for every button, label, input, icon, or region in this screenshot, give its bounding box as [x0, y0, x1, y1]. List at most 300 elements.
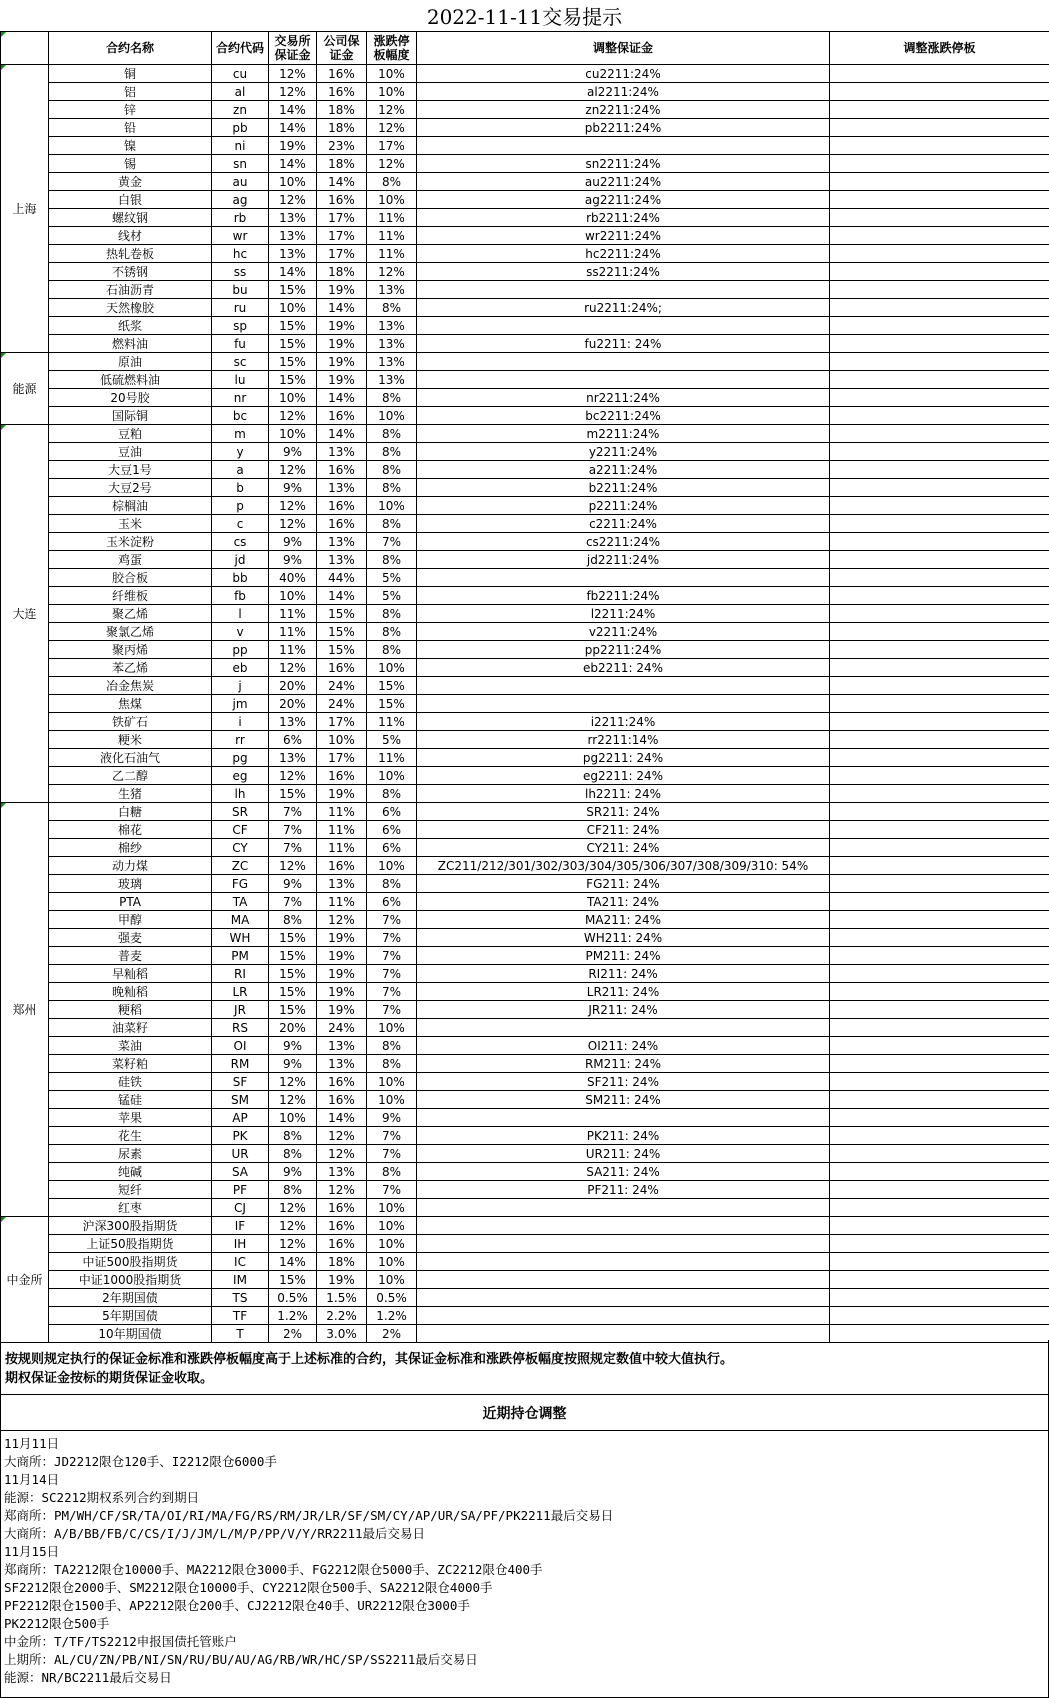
limit-range: 5% [367, 731, 417, 749]
limit-range: 8% [367, 1163, 417, 1181]
contract-code: WH [212, 929, 269, 947]
limit-range: 10% [367, 659, 417, 677]
company-margin: 15% [317, 641, 367, 659]
exchange-margin: 14% [269, 119, 317, 137]
limit-range: 1.2% [367, 1307, 417, 1325]
contract-code: rb [212, 209, 269, 227]
contract-name: 铝 [49, 83, 212, 101]
table-row [1, 353, 1049, 371]
table-row [1, 587, 1049, 605]
adjusted-margin: al2211:24% [417, 83, 830, 101]
adjusted-limit [830, 425, 1049, 443]
limit-range: 8% [367, 173, 417, 191]
adjusted-limit [830, 893, 1049, 911]
adjusted-margin [417, 281, 830, 299]
table-row [1, 245, 1049, 263]
company-margin: 19% [317, 1001, 367, 1019]
exchange-margin: 14% [269, 263, 317, 281]
position-line: 11月11日 [4, 1436, 60, 1451]
limit-range: 8% [367, 479, 417, 497]
exchange-margin: 7% [269, 893, 317, 911]
contract-code: c [212, 515, 269, 533]
adjusted-margin: pb2211:24% [417, 119, 830, 137]
adjusted-limit [830, 1307, 1049, 1325]
contract-code: v [212, 623, 269, 641]
adjusted-limit [830, 947, 1049, 965]
limit-range: 12% [367, 119, 417, 137]
exchange-margin: 14% [269, 1253, 317, 1271]
contract-name: 棕榈油 [49, 497, 212, 515]
company-margin: 19% [317, 1271, 367, 1289]
table-row [1, 749, 1049, 767]
contract-code: j [212, 677, 269, 695]
adjusted-margin: rr2211:14% [417, 731, 830, 749]
region-label: 中金所 [6, 1272, 43, 1287]
company-margin: 44% [317, 569, 367, 587]
corner-marker-icon [1, 803, 6, 808]
limit-range: 7% [367, 983, 417, 1001]
table-row [1, 101, 1049, 119]
exchange-margin: 15% [269, 965, 317, 983]
adjusted-limit [830, 263, 1049, 281]
adjusted-margin: pg2211: 24% [417, 749, 830, 767]
table-row [1, 227, 1049, 245]
contract-name: 晚籼稻 [49, 983, 212, 1001]
company-margin: 19% [317, 785, 367, 803]
corner-marker-icon [1, 65, 6, 70]
exchange-margin: 11% [269, 623, 317, 641]
adjusted-margin: y2211:24% [417, 443, 830, 461]
header-exchange-margin: 交易所保证金 [269, 32, 317, 65]
header-contract-name: 合约名称 [49, 32, 212, 65]
contract-code: SA [212, 1163, 269, 1181]
adjusted-limit [830, 695, 1049, 713]
company-margin: 12% [317, 1127, 367, 1145]
adjusted-limit [830, 281, 1049, 299]
adjusted-margin: sn2211:24% [417, 155, 830, 173]
adjusted-limit [830, 371, 1049, 389]
company-margin: 16% [317, 83, 367, 101]
adjusted-margin: ZC211/212/301/302/303/304/305/306/307/308/309/310: 54% [417, 857, 830, 875]
adjusted-limit [830, 407, 1049, 425]
table-row [1, 497, 1049, 515]
limit-range: 8% [367, 1055, 417, 1073]
contract-name: 白糖 [49, 803, 212, 821]
company-margin: 10% [317, 731, 367, 749]
contract-name: 20号胶 [49, 389, 212, 407]
table-row [1, 893, 1049, 911]
limit-range: 8% [367, 641, 417, 659]
contract-name: 棉花 [49, 821, 212, 839]
company-margin: 3.0% [317, 1325, 367, 1343]
table-row [1, 515, 1049, 533]
limit-range: 5% [367, 569, 417, 587]
contract-name: 玻璃 [49, 875, 212, 893]
table-row [1, 155, 1049, 173]
contract-code: TF [212, 1307, 269, 1325]
adjusted-limit [830, 821, 1049, 839]
adjusted-limit [830, 1001, 1049, 1019]
adjusted-limit [830, 1091, 1049, 1109]
exchange-margin: 11% [269, 641, 317, 659]
contract-code: zn [212, 101, 269, 119]
limit-range: 6% [367, 839, 417, 857]
note-line: 期权保证金按标的期货保证金收取。 [5, 1371, 214, 1386]
adjusted-margin [417, 1271, 830, 1289]
table-row [1, 659, 1049, 677]
company-margin: 11% [317, 803, 367, 821]
rules-notes [0, 1340, 1049, 1395]
limit-range: 12% [367, 263, 417, 281]
company-margin: 11% [317, 839, 367, 857]
table-row [1, 191, 1049, 209]
adjusted-margin: RI211: 24% [417, 965, 830, 983]
limit-range: 10% [367, 1235, 417, 1253]
table-row [1, 461, 1049, 479]
contract-name: 液化石油气 [49, 749, 212, 767]
limit-range: 8% [367, 389, 417, 407]
region-cell [1, 803, 49, 1217]
exchange-margin: 12% [269, 659, 317, 677]
exchange-margin: 9% [269, 533, 317, 551]
exchange-margin: 11% [269, 605, 317, 623]
company-margin: 18% [317, 263, 367, 281]
adjusted-margin: eg2211: 24% [417, 767, 830, 785]
table-row [1, 389, 1049, 407]
exchange-margin: 8% [269, 1181, 317, 1199]
contract-name: 中证1000股指期货 [49, 1271, 212, 1289]
exchange-margin: 10% [269, 299, 317, 317]
company-margin: 13% [317, 479, 367, 497]
contract-name: 鸡蛋 [49, 551, 212, 569]
table-row [1, 695, 1049, 713]
limit-range: 10% [367, 497, 417, 515]
contract-name: 大豆1号 [49, 461, 212, 479]
adjusted-limit [830, 1217, 1049, 1235]
company-margin: 17% [317, 749, 367, 767]
position-line: 能源：SC2212期权系列合约到期日 [4, 1490, 200, 1505]
limit-range: 13% [367, 335, 417, 353]
table-row [1, 1289, 1049, 1307]
adjusted-limit [830, 1055, 1049, 1073]
contract-name: 纤维板 [49, 587, 212, 605]
adjusted-limit [830, 173, 1049, 191]
contract-name: 黄金 [49, 173, 212, 191]
company-margin: 24% [317, 695, 367, 713]
limit-range: 6% [367, 893, 417, 911]
adjusted-margin: CF211: 24% [417, 821, 830, 839]
contract-name: 铁矿石 [49, 713, 212, 731]
contract-name: 胶合板 [49, 569, 212, 587]
contract-code: p [212, 497, 269, 515]
contract-name: 原油 [49, 353, 212, 371]
contract-code: RS [212, 1019, 269, 1037]
exchange-margin: 12% [269, 515, 317, 533]
adjusted-margin: FG211: 24% [417, 875, 830, 893]
adjusted-limit [830, 785, 1049, 803]
company-margin: 12% [317, 911, 367, 929]
table-row [1, 911, 1049, 929]
company-margin: 14% [317, 299, 367, 317]
contract-name: 豆粕 [49, 425, 212, 443]
table-row [1, 1073, 1049, 1091]
adjusted-limit [830, 929, 1049, 947]
limit-range: 8% [367, 551, 417, 569]
exchange-margin: 13% [269, 245, 317, 263]
position-adjustments [0, 1431, 1049, 1698]
contract-code: PM [212, 947, 269, 965]
contract-name: 10年期国债 [49, 1325, 212, 1343]
position-line: 郑商所：TA2212限仓10000手、MA2212限仓3000手、FG2212限仓5000手、ZC2212限仓400手 [4, 1562, 543, 1577]
adjusted-margin [417, 1199, 830, 1217]
contract-code: fb [212, 587, 269, 605]
limit-range: 10% [367, 1073, 417, 1091]
adjusted-limit [830, 1271, 1049, 1289]
contract-code: m [212, 425, 269, 443]
table-row [1, 173, 1049, 191]
table-row [1, 479, 1049, 497]
adjusted-limit [830, 1109, 1049, 1127]
contract-code: jd [212, 551, 269, 569]
exchange-margin: 20% [269, 677, 317, 695]
contract-code: PF [212, 1181, 269, 1199]
table-row [1, 65, 1049, 83]
contract-name: 豆油 [49, 443, 212, 461]
company-margin: 2.2% [317, 1307, 367, 1325]
limit-range: 15% [367, 695, 417, 713]
limit-range: 7% [367, 1127, 417, 1145]
company-margin: 14% [317, 1109, 367, 1127]
contract-name: 国际铜 [49, 407, 212, 425]
contract-code: ag [212, 191, 269, 209]
adjusted-margin: MA211: 24% [417, 911, 830, 929]
exchange-margin: 2% [269, 1325, 317, 1343]
table-row [1, 533, 1049, 551]
adjusted-limit [830, 155, 1049, 173]
adjusted-margin: a2211:24% [417, 461, 830, 479]
adjusted-margin: cs2211:24% [417, 533, 830, 551]
contract-code: ni [212, 137, 269, 155]
adjusted-limit [830, 1073, 1049, 1091]
contract-name: 硅铁 [49, 1073, 212, 1091]
exchange-margin: 15% [269, 929, 317, 947]
contract-code: ZC [212, 857, 269, 875]
company-margin: 15% [317, 605, 367, 623]
contract-name: 甲醇 [49, 911, 212, 929]
adjusted-limit [830, 551, 1049, 569]
contract-code: cu [212, 65, 269, 83]
contract-name: 螺纹钢 [49, 209, 212, 227]
limit-range: 12% [367, 101, 417, 119]
adjusted-limit [830, 101, 1049, 119]
table-row [1, 731, 1049, 749]
contract-code: bc [212, 407, 269, 425]
exchange-margin: 12% [269, 461, 317, 479]
table-row [1, 1163, 1049, 1181]
table-row [1, 371, 1049, 389]
limit-range: 8% [367, 605, 417, 623]
contract-code: RM [212, 1055, 269, 1073]
contract-code: SR [212, 803, 269, 821]
adjusted-margin: bc2211:24% [417, 407, 830, 425]
contract-name: 燃料油 [49, 335, 212, 353]
table-row [1, 929, 1049, 947]
region-label: 上海 [12, 201, 37, 216]
exchange-margin: 15% [269, 785, 317, 803]
contract-code: RI [212, 965, 269, 983]
contract-name: 苹果 [49, 1109, 212, 1127]
exchange-margin: 40% [269, 569, 317, 587]
exchange-margin: 13% [269, 749, 317, 767]
contract-code: y [212, 443, 269, 461]
contract-code: UR [212, 1145, 269, 1163]
contract-code: a [212, 461, 269, 479]
table-row [1, 965, 1049, 983]
adjusted-limit [830, 677, 1049, 695]
exchange-margin: 12% [269, 65, 317, 83]
exchange-margin: 15% [269, 371, 317, 389]
adjusted-limit [830, 191, 1049, 209]
adjusted-limit [830, 641, 1049, 659]
table-row [1, 299, 1049, 317]
adjusted-limit [830, 605, 1049, 623]
adjusted-limit [830, 299, 1049, 317]
contract-name: 白银 [49, 191, 212, 209]
adjusted-margin [417, 1109, 830, 1127]
adjusted-limit [830, 137, 1049, 155]
page-title: 2022-11-11交易提示 [426, 5, 623, 29]
company-margin: 14% [317, 425, 367, 443]
adjusted-margin: WH211: 24% [417, 929, 830, 947]
company-margin: 18% [317, 101, 367, 119]
header-adjust-margin: 调整保证金 [417, 32, 830, 65]
table-row [1, 1019, 1049, 1037]
contract-code: CY [212, 839, 269, 857]
contract-code: al [212, 83, 269, 101]
position-line: 大商所：A/B/BB/FB/C/CS/I/J/JM/L/M/P/PP/V/Y/RR2211最后交易日 [4, 1526, 426, 1541]
limit-range: 0.5% [367, 1289, 417, 1307]
limit-range: 7% [367, 965, 417, 983]
exchange-margin: 20% [269, 1019, 317, 1037]
adjusted-limit [830, 209, 1049, 227]
exchange-margin: 6% [269, 731, 317, 749]
contract-code: AP [212, 1109, 269, 1127]
exchange-margin: 12% [269, 857, 317, 875]
table-row [1, 1199, 1049, 1217]
adjusted-margin [417, 317, 830, 335]
position-line: SF2212限仓2000手、SM2212限仓10000手、CY2212限仓500手、SA2212限仓4000手 [4, 1580, 493, 1595]
limit-range: 10% [367, 1019, 417, 1037]
company-margin: 11% [317, 893, 367, 911]
adjusted-margin: b2211:24% [417, 479, 830, 497]
contract-name: 不锈钢 [49, 263, 212, 281]
exchange-margin: 13% [269, 713, 317, 731]
table-row [1, 317, 1049, 335]
adjusted-limit [830, 533, 1049, 551]
exchange-margin: 7% [269, 839, 317, 857]
adjusted-limit [830, 245, 1049, 263]
adjusted-margin [417, 1019, 830, 1037]
contract-code: rr [212, 731, 269, 749]
contract-code: TS [212, 1289, 269, 1307]
limit-range: 15% [367, 677, 417, 695]
contract-name: 聚乙烯 [49, 605, 212, 623]
company-margin: 18% [317, 1253, 367, 1271]
limit-range: 11% [367, 245, 417, 263]
exchange-margin: 14% [269, 155, 317, 173]
company-margin: 16% [317, 1235, 367, 1253]
exchange-margin: 14% [269, 101, 317, 119]
exchange-margin: 15% [269, 947, 317, 965]
contract-code: T [212, 1325, 269, 1343]
table-row [1, 335, 1049, 353]
limit-range: 10% [367, 857, 417, 875]
position-line: 中金所：T/TF/TS2212申报国债托管账户 [4, 1634, 237, 1649]
contract-name: 上证50股指期货 [49, 1235, 212, 1253]
table-row [1, 821, 1049, 839]
limit-range: 13% [367, 371, 417, 389]
exchange-margin: 9% [269, 1163, 317, 1181]
limit-range: 11% [367, 749, 417, 767]
limit-range: 11% [367, 713, 417, 731]
adjusted-margin: JR211: 24% [417, 1001, 830, 1019]
region-cell [1, 65, 49, 353]
contract-name: 花生 [49, 1127, 212, 1145]
adjusted-margin [417, 1253, 830, 1271]
limit-range: 11% [367, 209, 417, 227]
contract-code: bu [212, 281, 269, 299]
exchange-margin: 12% [269, 767, 317, 785]
company-margin: 16% [317, 191, 367, 209]
contract-code: cs [212, 533, 269, 551]
table-row [1, 875, 1049, 893]
contract-code: fu [212, 335, 269, 353]
adjusted-margin: hc2211:24% [417, 245, 830, 263]
adjusted-limit [830, 623, 1049, 641]
exchange-margin: 8% [269, 1127, 317, 1145]
table-row [1, 713, 1049, 731]
adjusted-limit [830, 335, 1049, 353]
table-row [1, 605, 1049, 623]
adjusted-limit [830, 875, 1049, 893]
company-margin: 17% [317, 245, 367, 263]
table-row [1, 137, 1049, 155]
adjusted-limit [830, 83, 1049, 101]
company-margin: 19% [317, 929, 367, 947]
adjusted-margin: SA211: 24% [417, 1163, 830, 1181]
table-row [1, 1307, 1049, 1325]
contract-name: 石油沥青 [49, 281, 212, 299]
adjusted-limit [830, 119, 1049, 137]
exchange-margin: 13% [269, 227, 317, 245]
table-row [1, 983, 1049, 1001]
adjusted-limit [830, 515, 1049, 533]
adjusted-margin: p2211:24% [417, 497, 830, 515]
company-margin: 16% [317, 1217, 367, 1235]
table-row [1, 677, 1049, 695]
adjusted-margin: SM211: 24% [417, 1091, 830, 1109]
exchange-margin: 10% [269, 173, 317, 191]
adjusted-margin: zn2211:24% [417, 101, 830, 119]
contract-code: hc [212, 245, 269, 263]
adjusted-limit [830, 317, 1049, 335]
contract-code: au [212, 173, 269, 191]
contract-code: sp [212, 317, 269, 335]
note-line: 按规则规定执行的保证金标准和涨跌停板幅度高于上述标准的合约，其保证金标准和涨跌停板幅度按照规定数值中较大值执行。 [5, 1352, 734, 1367]
exchange-margin: 12% [269, 407, 317, 425]
adjusted-margin: lh2211: 24% [417, 785, 830, 803]
adjusted-limit [830, 1181, 1049, 1199]
